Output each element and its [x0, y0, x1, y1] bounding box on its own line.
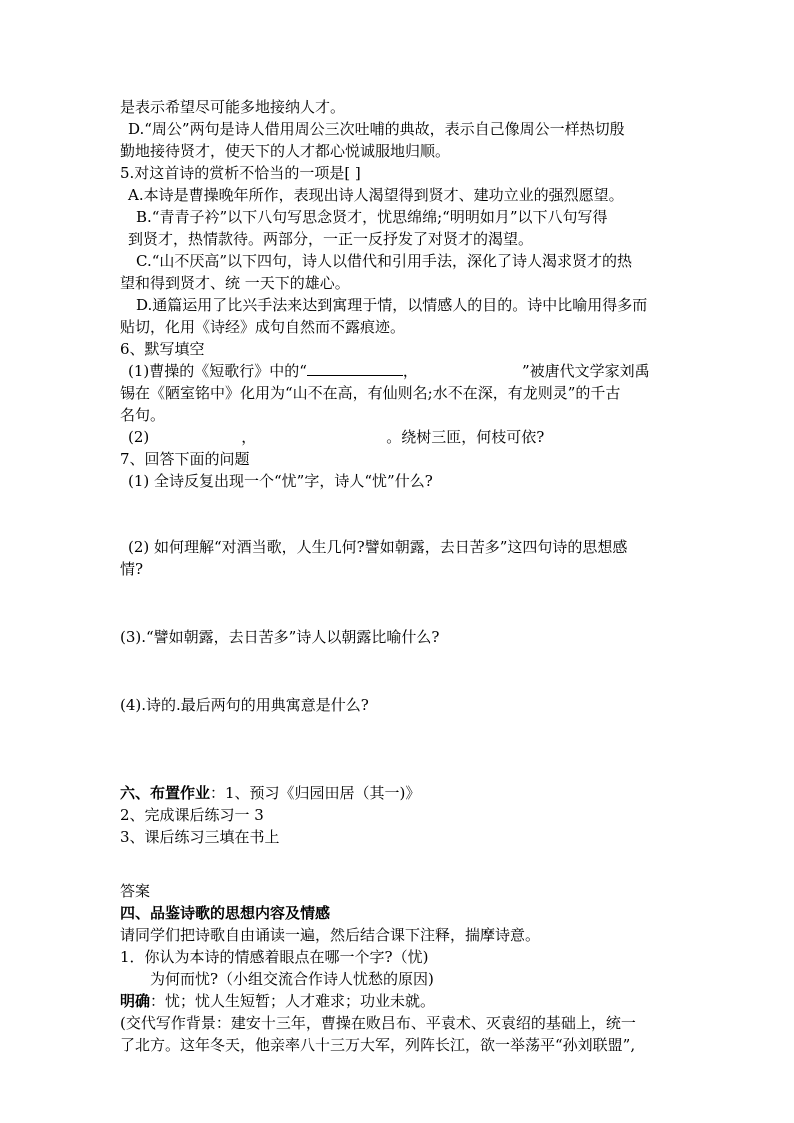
- answers-section-heading: 四、品鉴诗歌的思想内容及情感: [120, 904, 331, 922]
- fill-blank-underlined: [307, 361, 403, 376]
- answers-q1: 1．你认为本诗的情感着眼点在哪一个字?（忧): [120, 948, 429, 966]
- q6-part1-comma: ，: [402, 362, 418, 380]
- ming-que-text: ：忧；忧人生短暂；人才难求；功业未就。: [150, 992, 436, 1010]
- answers-intro: 请同学们把诗歌自由诵读一遍，然后结合课下注释，揣摩诗意。: [120, 926, 541, 944]
- q6-title: 6、默写填空: [120, 340, 205, 358]
- q7-sub3: (3).“譬如朝露，去日苦多”诗人以朝露比喻什么?: [120, 628, 440, 646]
- q6-part2-suffix: 。绕树三匝，何枝可依?: [386, 428, 545, 446]
- q6-part1-line3: 名句。: [120, 406, 166, 424]
- q5-stem: 5.对这首诗的赏析不恰当的一项是[ ]: [120, 164, 361, 182]
- q6-part1-suffix: ”被唐代文学家刘禹: [521, 362, 650, 380]
- q4-option-c-tail: 是表示希望尽可能多地接纳人才。: [120, 98, 346, 116]
- homework-line1: [120, 782, 680, 804]
- q6-part1-line2: 锡在《陋室铭中》化用为“山不在高，有仙则名;水不在深，有龙则灵”的千古: [120, 384, 621, 402]
- q6-part1-line1: [120, 360, 680, 382]
- q5-option-b-line1: B.“青青子衿”以下八句写思念贤才，忧思绵绵;“明明如月”以下八句写得: [136, 208, 608, 226]
- q5-option-d-line2: 贴切，化用《诗经》成句自然而不露痕迹。: [120, 318, 406, 336]
- q7-sub4: (4).诗的.最后两句的用典寓意是什么?: [120, 696, 369, 714]
- ming-que-label: 明确: [120, 992, 151, 1010]
- document-page: [120, 96, 680, 1056]
- answer-space: [120, 648, 680, 694]
- q4-option-d-line1: D.“周公”两句是诗人借用周公三次吐哺的典故，表示自己像周公一样热切殷: [128, 120, 625, 138]
- q4-option-d-line2: 勤地接待贤才，使天下的人才都心悦诚服地归顺。: [120, 142, 451, 160]
- q7-sub2-line1: (2) 如何理解“对酒当歌，人生几何?譬如朝露，去日苦多”这四句诗的思想感: [128, 538, 628, 556]
- answer-space: [120, 716, 680, 782]
- answers-ming-que: [120, 990, 680, 1012]
- q7-title: 7、回答下面的问题: [120, 450, 250, 468]
- q5-option-c-line2: 望和得到贤才、统 一天下的雄心。: [120, 274, 350, 292]
- answer-space: [120, 580, 680, 626]
- homework-item2: 2、完成课后练习一 3: [120, 806, 264, 824]
- answers-q1-followup: 为何而忧?（小组交流合作诗人忧愁的原因): [150, 970, 434, 988]
- spacer: [120, 848, 680, 880]
- q6-part1-prefix: (1)曹操的《短歌行》中的“: [128, 362, 307, 380]
- q6-part2: [120, 426, 680, 448]
- answers-background-line2: 了北方。这年冬天，他亲率八十三万大军，列阵长江，欲一举荡平“孙刘联盟”,: [120, 1036, 636, 1054]
- answer-space: [120, 492, 680, 536]
- q5-option-d-line1: D.通篇运用了比兴手法来达到寓理于情，以情感人的目的。诗中比喻用得多而: [136, 296, 648, 314]
- q5-option-b-line2: 到贤才，热情款待。两部分，一正一反抒发了对贤才的渴望。: [128, 230, 534, 248]
- homework-heading: 六、布置作业: [120, 784, 211, 802]
- homework-item1: ：1、预习《归园田居（其一)》: [210, 784, 421, 802]
- homework-item3: 3、课后练习三填在书上: [120, 828, 280, 846]
- q7-sub2-line2: 情?: [120, 560, 144, 578]
- q6-part2-prefix: (2): [128, 428, 150, 446]
- q5-option-c-line1: C.“山不厌高”以下四句，诗人以借代和引用手法，深化了诗人渴求贤才的热: [136, 252, 633, 270]
- q5-option-a: A.本诗是曹操晚年所作，表现出诗人渴望得到贤才、建功立业的强烈愿望。: [128, 186, 624, 204]
- q7-sub1: (1) 全诗反复出现一个“忧”字，诗人“忧”什么?: [128, 472, 433, 490]
- q6-part2-comma: ，: [241, 428, 257, 446]
- answers-label: 答案: [120, 882, 151, 900]
- answers-background-line1: (交代写作背景：建安十三年，曹操在败吕布、平袁术、灭袁绍的基础上，统一: [120, 1014, 636, 1032]
